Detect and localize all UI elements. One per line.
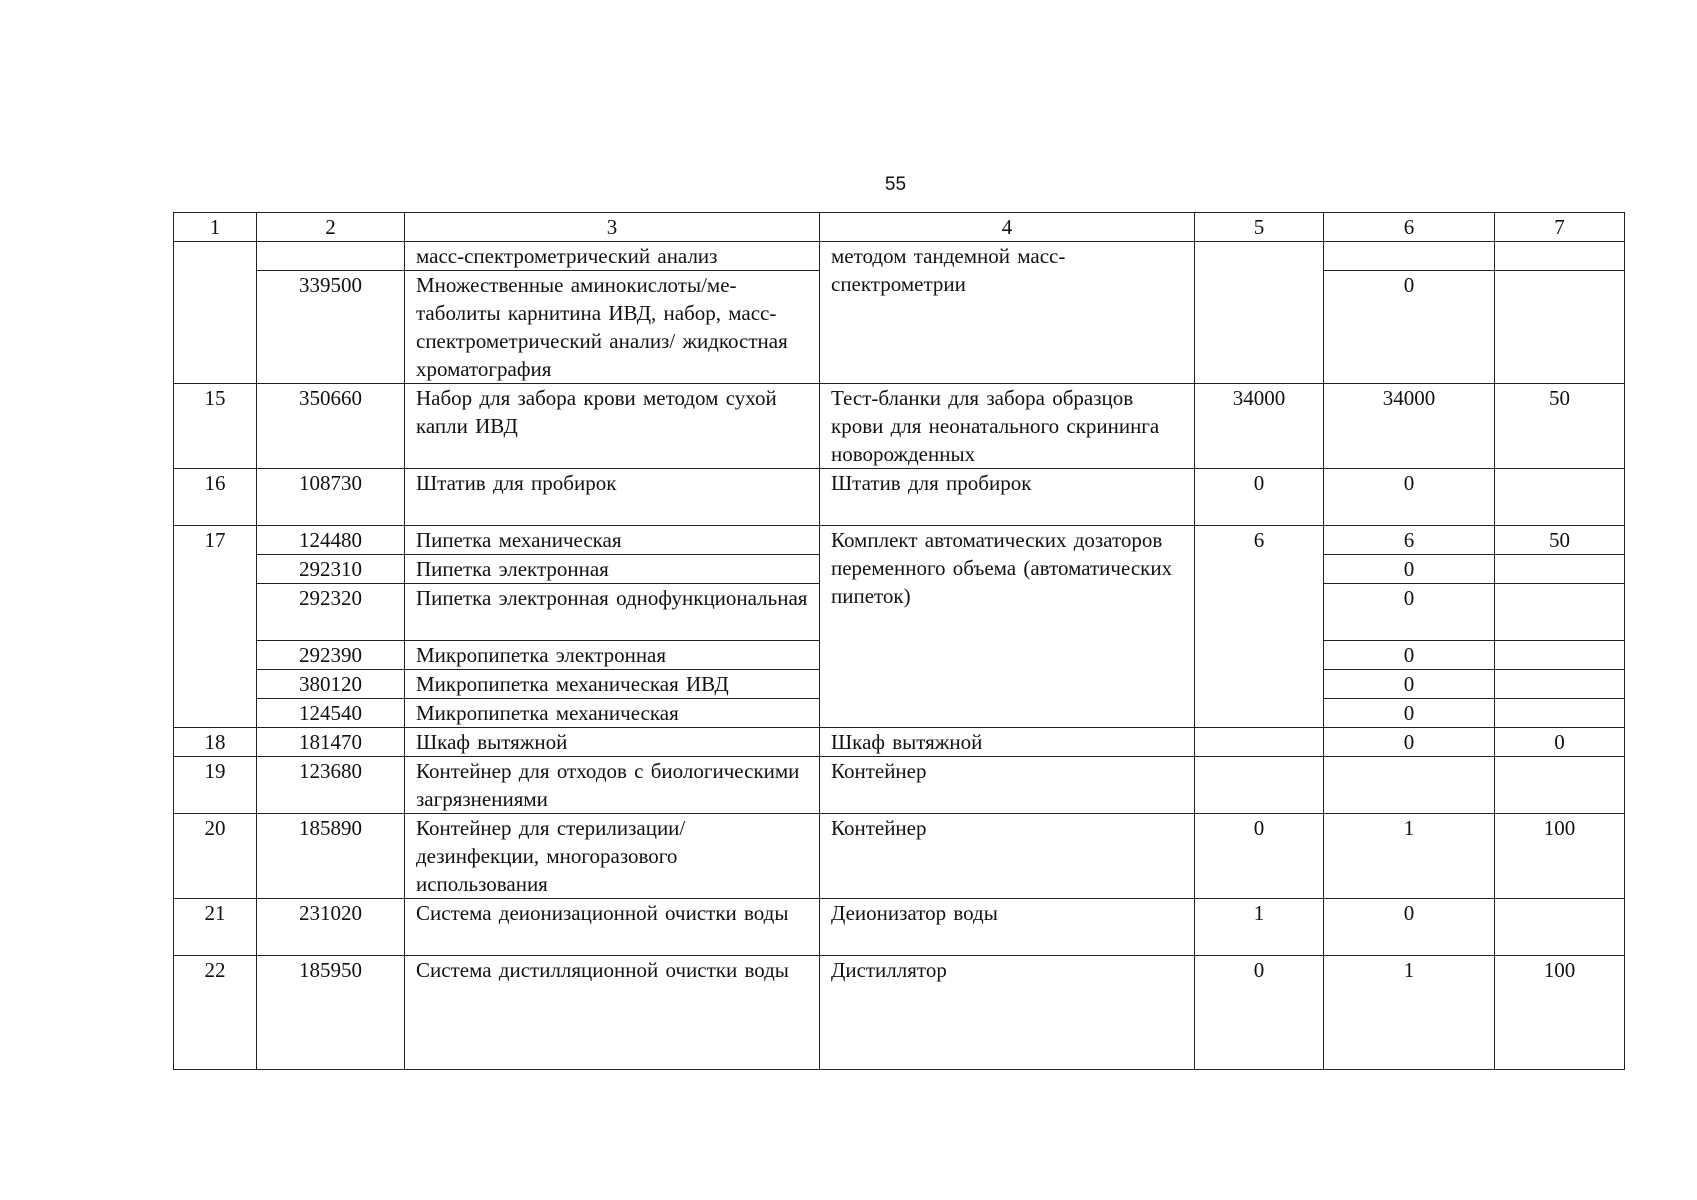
value-cell: 6 (1195, 526, 1324, 728)
value-cell: 100 (1495, 956, 1625, 1070)
item-name-cell: масс-спектрометрический анализ (405, 242, 820, 271)
value-cell: 0 (1324, 899, 1495, 956)
item-name-cell: Пипетка электронная (405, 555, 820, 584)
value-cell (1195, 728, 1324, 757)
row-number-cell: 15 (174, 384, 257, 469)
item-name-cell: Шкаф вытяжной (405, 728, 820, 757)
table-row (174, 469, 1625, 526)
table-row (174, 526, 1625, 555)
item-description-cell: методом тандемной масс-спектрометрии (820, 242, 1195, 384)
item-name-cell: Множественные аминокислоты/ме-таболиты карнитина ИВД, набор, масс-спектрометрический анализ/ жидкостная хроматография (405, 271, 820, 384)
column-header: 6 (1324, 213, 1495, 242)
value-cell: 0 (1495, 728, 1625, 757)
row-number-cell: 19 (174, 757, 257, 814)
value-cell: 1 (1195, 899, 1324, 956)
value-cell (1495, 242, 1625, 271)
item-name-cell: Пипетка электронная однофункциональная (405, 584, 820, 641)
item-name-cell: Микропипетка механическая (405, 699, 820, 728)
value-cell: 34000 (1195, 384, 1324, 469)
value-cell (1195, 242, 1324, 384)
code-cell: 380120 (257, 670, 405, 699)
code-cell: 292310 (257, 555, 405, 584)
table-row (174, 956, 1625, 1070)
item-name-cell: Микропипетка электронная (405, 641, 820, 670)
value-cell: 0 (1324, 555, 1495, 584)
code-cell: 339500 (257, 271, 405, 384)
value-cell: 0 (1324, 469, 1495, 526)
value-cell: 1 (1324, 814, 1495, 899)
item-name-cell: Система деионизационной очистки воды (405, 899, 820, 956)
value-cell (1495, 757, 1625, 814)
value-cell: 50 (1495, 384, 1625, 469)
value-cell (1495, 899, 1625, 956)
table-row (174, 899, 1625, 956)
value-cell (1495, 469, 1625, 526)
code-cell: 124540 (257, 699, 405, 728)
code-cell: 292390 (257, 641, 405, 670)
value-cell: 6 (1324, 526, 1495, 555)
item-description-cell: Контейнер (820, 757, 1195, 814)
item-description-cell: Комплект автоматических дозаторов переменного объема (автоматических пипеток) (820, 526, 1195, 728)
item-name-cell: Микропипетка механическая ИВД (405, 670, 820, 699)
table-row (174, 242, 1625, 271)
value-cell (1324, 757, 1495, 814)
value-cell: 0 (1195, 469, 1324, 526)
row-number-cell: 16 (174, 469, 257, 526)
value-cell: 0 (1195, 956, 1324, 1070)
code-cell (257, 242, 405, 271)
table-row (174, 384, 1625, 469)
value-cell: 0 (1195, 814, 1324, 899)
code-cell: 124480 (257, 526, 405, 555)
item-description-cell: Тест-бланки для забора образцов крови для неонатального скрининга новорожденных (820, 384, 1195, 469)
code-cell: 185890 (257, 814, 405, 899)
value-cell: 50 (1495, 526, 1625, 555)
table-row (174, 757, 1625, 814)
item-description-cell: Контейнер (820, 814, 1195, 899)
value-cell (1495, 699, 1625, 728)
table-row (174, 814, 1625, 899)
value-cell: 0 (1324, 271, 1495, 384)
item-name-cell: Контейнер для стерилизации/ дезинфекции, многоразового использования (405, 814, 820, 899)
row-number-cell: 17 (174, 526, 257, 728)
item-description-cell: Деионизатор воды (820, 899, 1195, 956)
code-cell: 123680 (257, 757, 405, 814)
table-row (174, 728, 1625, 757)
value-cell (1495, 555, 1625, 584)
value-cell (1495, 641, 1625, 670)
code-cell: 181470 (257, 728, 405, 757)
value-cell: 34000 (1324, 384, 1495, 469)
value-cell (1195, 757, 1324, 814)
row-number-cell: 18 (174, 728, 257, 757)
value-cell: 0 (1324, 584, 1495, 641)
value-cell: 1 (1324, 956, 1495, 1070)
equipment-table (173, 212, 1625, 1070)
row-number-cell: 21 (174, 899, 257, 956)
value-cell (1495, 271, 1625, 384)
value-cell: 0 (1324, 728, 1495, 757)
row-number-cell (174, 242, 257, 384)
item-description-cell: Дистиллятор (820, 956, 1195, 1070)
value-cell: 0 (1324, 670, 1495, 699)
column-header: 5 (1195, 213, 1324, 242)
row-number-cell: 22 (174, 956, 257, 1070)
code-cell: 231020 (257, 899, 405, 956)
value-cell (1324, 242, 1495, 271)
item-name-cell: Пипетка механическая (405, 526, 820, 555)
code-cell: 185950 (257, 956, 405, 1070)
item-name-cell: Набор для забора крови методом сухой капли ИВД (405, 384, 820, 469)
column-header: 2 (257, 213, 405, 242)
value-cell: 100 (1495, 814, 1625, 899)
column-header: 3 (405, 213, 820, 242)
table-header-row (174, 213, 1625, 242)
row-number-cell: 20 (174, 814, 257, 899)
item-description-cell: Шкаф вытяжной (820, 728, 1195, 757)
code-cell: 108730 (257, 469, 405, 526)
value-cell (1495, 670, 1625, 699)
column-header: 7 (1495, 213, 1625, 242)
item-name-cell: Система дистилляционной очистки воды (405, 956, 820, 1070)
value-cell: 0 (1324, 699, 1495, 728)
code-cell: 292320 (257, 584, 405, 641)
page-number: 55 (884, 174, 907, 195)
code-cell: 350660 (257, 384, 405, 469)
item-description-cell: Штатив для пробирок (820, 469, 1195, 526)
value-cell: 0 (1324, 641, 1495, 670)
item-name-cell: Контейнер для отходов с биологическими загрязнениями (405, 757, 820, 814)
value-cell (1495, 584, 1625, 641)
column-header: 4 (820, 213, 1195, 242)
item-name-cell: Штатив для пробирок (405, 469, 820, 526)
column-header: 1 (174, 213, 257, 242)
